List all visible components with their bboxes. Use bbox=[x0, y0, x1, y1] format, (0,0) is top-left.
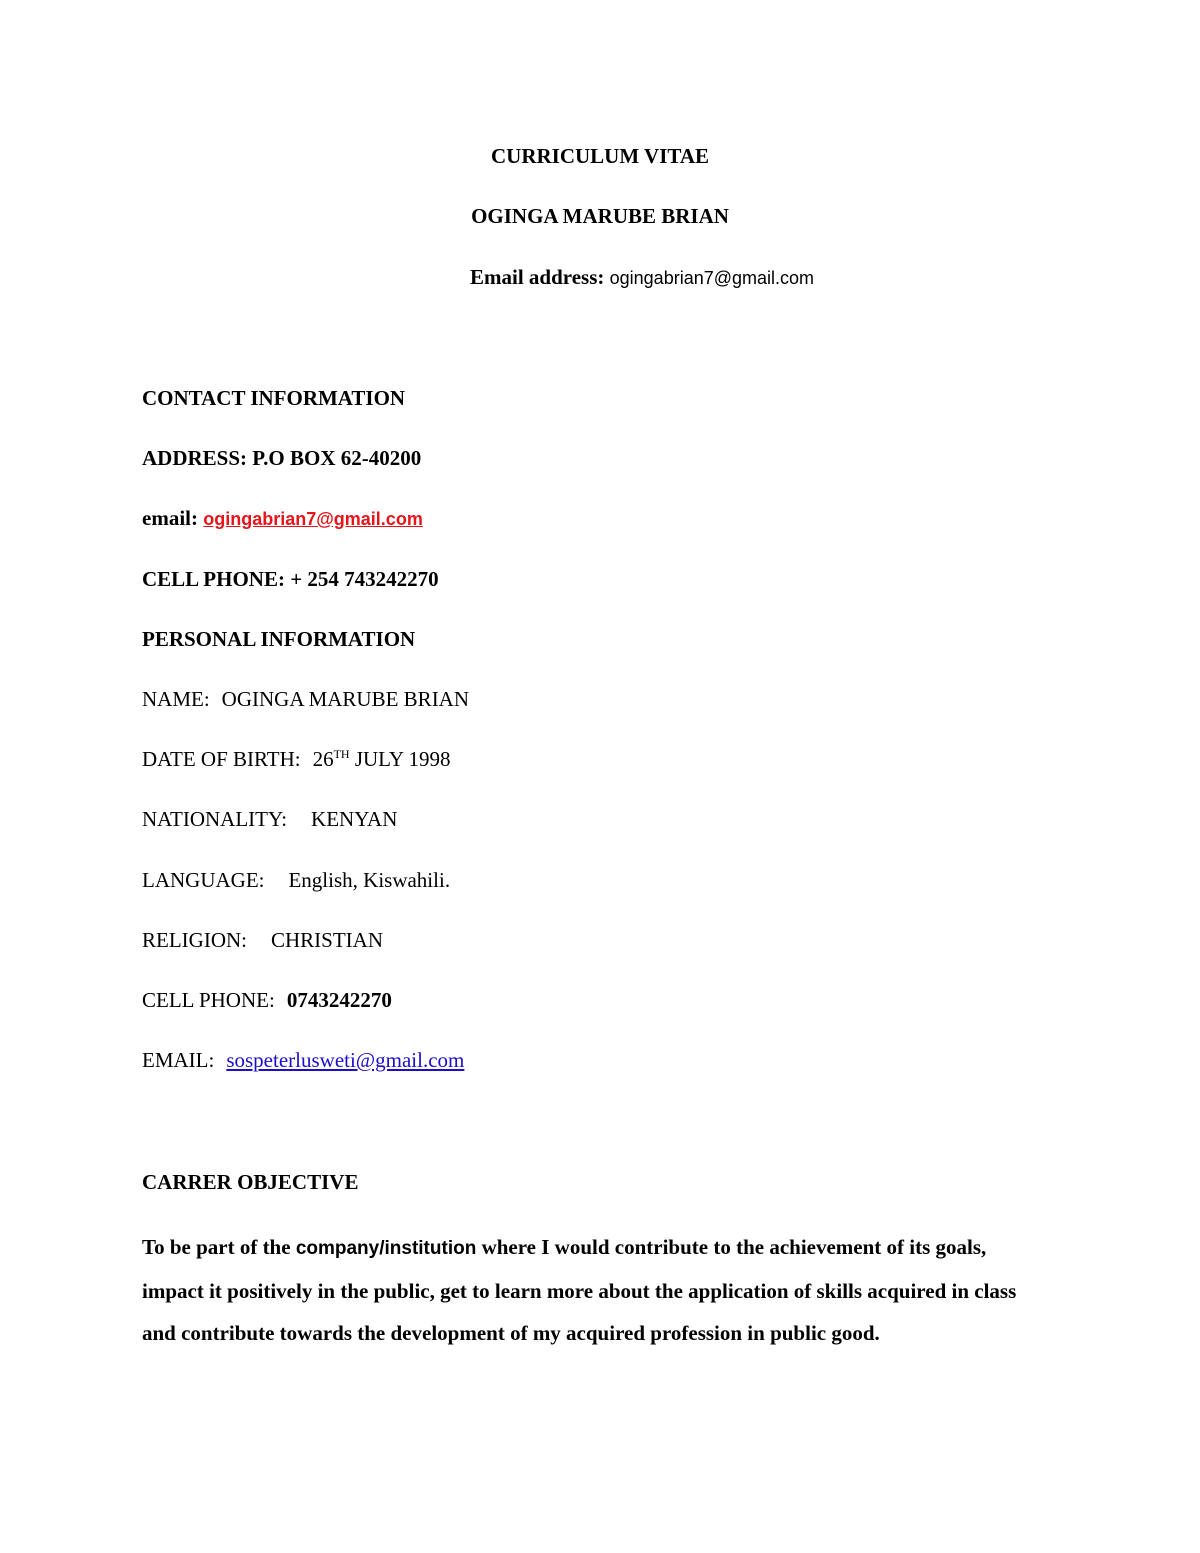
header-email-line bbox=[470, 264, 814, 291]
personal-religion-line bbox=[142, 927, 383, 953]
personal-dob-suffix: TH bbox=[333, 747, 350, 761]
personal-nationality-label: NATIONALITY: bbox=[142, 807, 288, 831]
contact-email-label: email: bbox=[142, 506, 198, 530]
cv-title: CURRICULUM VITAE bbox=[491, 144, 709, 168]
personal-cell-label: CELL PHONE: bbox=[142, 988, 275, 1012]
personal-nationality-value: KENYAN bbox=[311, 807, 398, 831]
personal-religion-label: RELIGION: bbox=[142, 928, 247, 952]
personal-dob-day: 26 bbox=[312, 747, 334, 771]
header-name: OGINGA MARUBE BRIAN bbox=[471, 204, 729, 228]
personal-email-link[interactable]: sospeterlusweti@gmail.com bbox=[226, 1048, 465, 1072]
personal-language-label: LANGUAGE: bbox=[142, 868, 265, 892]
personal-nationality-line bbox=[142, 806, 397, 832]
header-email-label: Email address: bbox=[470, 265, 605, 289]
objective-text-rest: where I would contribute to the achievement of its goals, impact it positively in the public, get to learn more about the application of skills acquired in class and contribute towards the development of my acquired profession in public good. bbox=[142, 1235, 1017, 1345]
personal-dob-label: DATE OF BIRTH: bbox=[142, 747, 301, 771]
personal-name-value: OGINGA MARUBE BRIAN bbox=[221, 687, 470, 711]
personal-heading: PERSONAL INFORMATION bbox=[142, 627, 416, 651]
personal-language-line bbox=[142, 867, 450, 893]
objective-paragraph bbox=[142, 1226, 1042, 1354]
personal-name-label: NAME: bbox=[142, 687, 210, 711]
personal-email-label: EMAIL: bbox=[142, 1048, 215, 1072]
personal-cell-line bbox=[142, 987, 392, 1013]
objective-text-company: company/institution bbox=[295, 1238, 477, 1259]
contact-email-line bbox=[142, 505, 423, 532]
personal-name-line bbox=[142, 686, 469, 712]
personal-cell-value: 0743242270 bbox=[286, 988, 392, 1012]
objective-heading: CARRER OBJECTIVE bbox=[142, 1170, 359, 1194]
contact-email-link[interactable]: ogingabrian7@gmail.com bbox=[203, 509, 423, 529]
contact-cell-phone: CELL PHONE: + 254 743242270 bbox=[142, 567, 439, 591]
personal-language-value: English, Kiswahili. bbox=[288, 868, 451, 892]
personal-dob-rest: JULY 1998 bbox=[354, 747, 451, 771]
contact-address: ADDRESS: P.O BOX 62-40200 bbox=[142, 446, 422, 470]
personal-religion-value: CHRISTIAN bbox=[270, 928, 383, 952]
contact-heading: CONTACT INFORMATION bbox=[142, 386, 406, 410]
personal-dob-line bbox=[142, 746, 451, 772]
objective-text-start: To be part of the bbox=[142, 1235, 296, 1259]
personal-email-line bbox=[142, 1047, 464, 1073]
header-email-value: ogingabrian7@gmail.com bbox=[609, 268, 815, 288]
